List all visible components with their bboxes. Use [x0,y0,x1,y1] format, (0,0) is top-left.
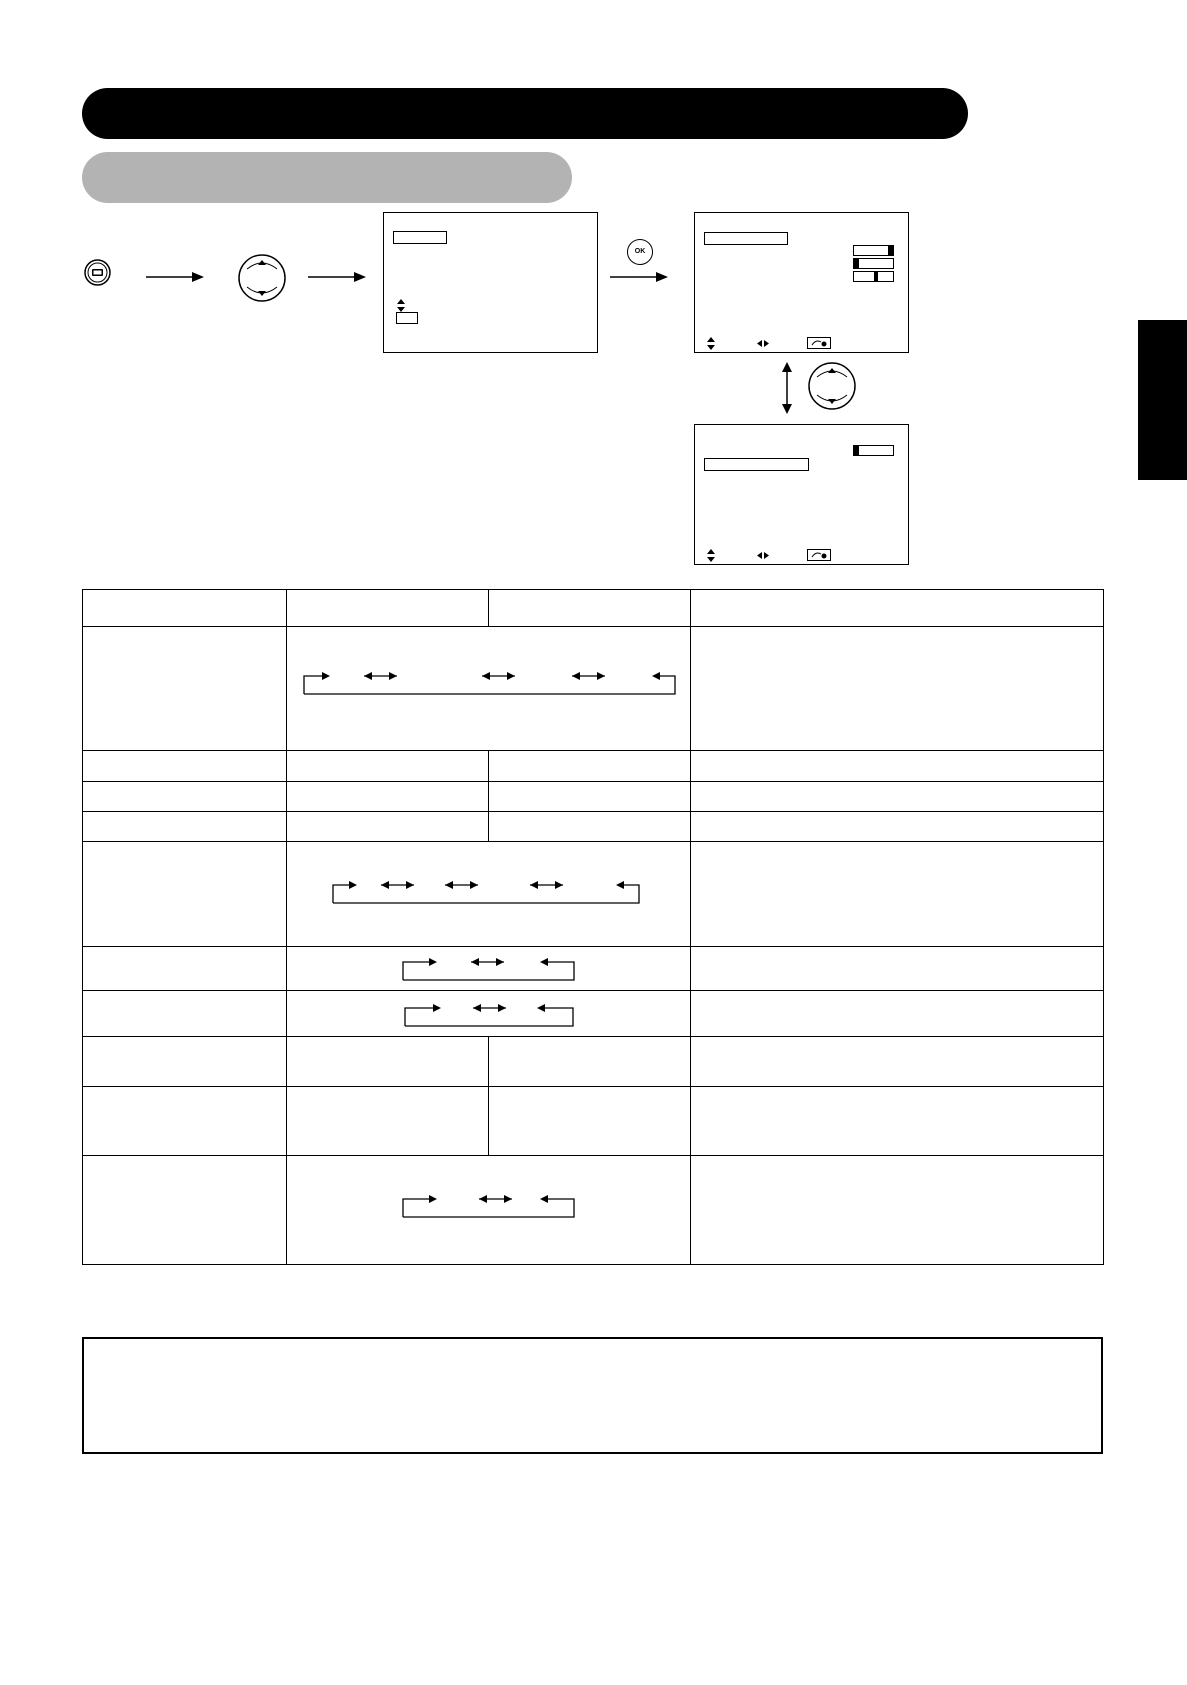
table-cell [489,781,691,811]
table-cell [83,947,287,991]
table-cell [287,781,489,811]
flow-arrow-3 [610,270,670,284]
cycle-diagram [302,668,677,696]
table-row [83,1037,1104,1087]
table-cell [83,841,287,946]
settings-table [82,589,1104,1265]
settings-highlight-item [704,232,788,245]
table-cell [691,781,1104,811]
table-cell [489,811,691,841]
table-header-cell [287,590,489,627]
table-cell [287,1155,691,1264]
up-down-arrow-icon [397,299,405,312]
up-down-arrow-icon [707,337,715,350]
table-cell [287,947,691,991]
chapter-side-tab [1138,320,1187,480]
note-box [82,1337,1103,1454]
table-cell [691,1037,1104,1087]
cycle-diagram [403,1002,575,1028]
left-right-arrow-icon [757,552,769,559]
table-cell [287,627,691,751]
table-cell [489,1037,691,1087]
table-cell [83,1155,287,1264]
settings-highlight-item [704,458,809,471]
table-row [83,751,1104,781]
table-cell [287,1037,489,1087]
table-cell [83,751,287,781]
setting-bar-1 [853,245,894,256]
table-cell [691,751,1104,781]
table-cell [83,627,287,751]
table-cell [489,751,691,781]
return-button-icon [807,549,831,561]
setting-bar-2 [853,258,894,269]
up-down-cursor-button-icon [807,361,857,411]
select-indicator-box [396,312,418,324]
menu-screen [383,212,598,353]
table-row [83,627,1104,751]
section-title-bar [82,88,968,139]
table-cell [83,1087,287,1155]
table-cell [83,991,287,1037]
table-cell [287,1087,489,1155]
table-header-row [83,590,1104,627]
cycle-diagram [401,1193,576,1219]
table-cell [691,811,1104,841]
up-down-arrow-icon [707,549,715,562]
table-cell [287,991,691,1037]
up-down-cursor-button-icon [237,253,287,303]
table-cell [691,841,1104,946]
flow-arrow-1 [146,270,206,284]
table-cell [691,1155,1104,1264]
setting-bar-4 [853,445,894,456]
table-row [83,1155,1104,1264]
table-cell [83,811,287,841]
table-row [83,811,1104,841]
table-header-cell [489,590,691,627]
table-header-cell [691,590,1104,627]
table-cell [287,811,489,841]
cycle-diagram [331,879,641,905]
menu-button-icon [84,259,111,286]
table-cell [691,947,1104,991]
table-cell [83,781,287,811]
menu-highlight-item [393,231,447,244]
flow-arrow-2 [308,270,368,284]
table-row [83,1087,1104,1155]
table-cell [489,1087,691,1155]
ok-button-icon: OK [627,239,653,265]
table-cell [691,1087,1104,1155]
table-cell [287,841,691,946]
table-row [83,991,1104,1037]
table-cell [691,627,1104,751]
settings-screen-page1 [694,212,909,353]
cycle-diagram [401,956,576,982]
table-row [83,947,1104,991]
table-cell [83,1037,287,1087]
return-button-icon [807,337,831,349]
left-right-arrow-icon [757,340,769,347]
page-switch-arrow [780,362,794,414]
table-row [83,841,1104,946]
table-row [83,781,1104,811]
table-cell [287,751,489,781]
settings-screen-page2 [694,424,909,565]
setting-bar-3 [853,271,894,282]
table-cell [691,991,1104,1037]
section-subtitle-bar [82,152,572,203]
table-header-cell [83,590,287,627]
